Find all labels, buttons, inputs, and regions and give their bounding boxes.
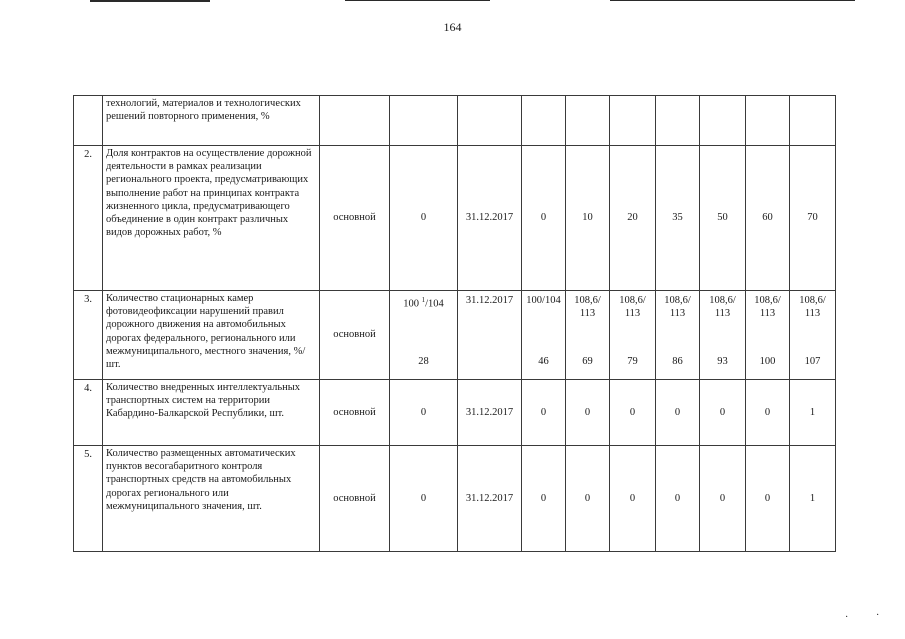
year-value bbox=[522, 96, 566, 146]
year-value bbox=[566, 96, 610, 146]
indicator-type: основной bbox=[320, 146, 390, 291]
year-value: 108,6/ 113 69 bbox=[566, 291, 610, 380]
scan-artifact-line bbox=[610, 0, 855, 1]
page-number: 164 bbox=[443, 20, 462, 34]
indicator-type: основной bbox=[320, 380, 390, 446]
year-value: 0 bbox=[656, 446, 700, 552]
year-value: 0 bbox=[746, 380, 790, 446]
indicator-type: основной bbox=[320, 291, 390, 380]
row-number: 4. bbox=[74, 380, 103, 446]
year-value: 100/104 46 bbox=[522, 291, 566, 380]
base-value bbox=[390, 96, 458, 146]
row-number: 5. bbox=[74, 446, 103, 552]
year-value bbox=[700, 96, 746, 146]
indicator-description: Доля контрактов на осуществление дорожной деятельности в рамках реализации регионального проекта, предусматривающих выполнение работ на принципах контракта жизненного цикла, предусматривающего объединение в один контракт различных видов дорожных работ, % bbox=[103, 146, 320, 291]
year-value: 0 bbox=[700, 380, 746, 446]
indicator-description: Количество внедренных интеллектуальных транспортных систем на территории Кабардино-Балкарской Республики, шт. bbox=[103, 380, 320, 446]
year-value: 0 bbox=[566, 380, 610, 446]
year-value bbox=[656, 96, 700, 146]
year-value: 0 bbox=[522, 146, 566, 291]
year-value: 0 bbox=[700, 446, 746, 552]
base-value: 0 bbox=[390, 446, 458, 552]
base-value bbox=[390, 291, 458, 380]
table-row bbox=[74, 446, 836, 552]
indicator-description: Количество стационарных камер фотовидеофиксации нарушений правил дорожного движения на автомобильных дорогах федерального, регионального или межмуниципального, местного значения, %/шт. bbox=[103, 291, 320, 380]
year-value bbox=[746, 96, 790, 146]
base-value: 0 bbox=[390, 380, 458, 446]
base-date bbox=[458, 96, 522, 146]
row-number bbox=[74, 96, 103, 146]
indicators-table bbox=[73, 95, 836, 552]
year-value bbox=[610, 96, 656, 146]
year-value bbox=[790, 96, 836, 146]
year-value: 0 bbox=[610, 446, 656, 552]
base-date: 31.12.2017 bbox=[458, 446, 522, 552]
table-row bbox=[74, 380, 836, 446]
table-row bbox=[74, 96, 836, 146]
scan-artifact-mark: · bbox=[845, 612, 849, 623]
table-row bbox=[74, 291, 836, 380]
row-number: 2. bbox=[74, 146, 103, 291]
year-value: 108,6/ 113 93 bbox=[700, 291, 746, 380]
year-value: 50 bbox=[700, 146, 746, 291]
year-value: 0 bbox=[746, 446, 790, 552]
scan-artifact-mark: · bbox=[876, 610, 880, 621]
year-value: 0 bbox=[656, 380, 700, 446]
scan-artifact-line bbox=[90, 0, 210, 2]
row-number: 3. bbox=[74, 291, 103, 380]
indicator-description: технологий, материалов и технологических решений повторного применения, % bbox=[103, 96, 320, 146]
base-date: 31.12.2017 bbox=[458, 380, 522, 446]
base-value-bottom: 28 bbox=[418, 355, 429, 367]
year-value: 108,6/ 113 100 bbox=[746, 291, 790, 380]
year-value: 1 bbox=[790, 380, 836, 446]
year-value: 0 bbox=[566, 446, 610, 552]
year-value: 35 bbox=[656, 146, 700, 291]
indicator-type bbox=[320, 96, 390, 146]
year-value: 10 bbox=[566, 146, 610, 291]
indicator-description: Количество размещенных автоматических пунктов весогабаритного контроля транспортных средств на автомобильных дорогах регионального или межмуниципального значения, шт. bbox=[103, 446, 320, 552]
year-value: 0 bbox=[522, 446, 566, 552]
year-value: 108,6/ 113 86 bbox=[656, 291, 700, 380]
base-value: 0 bbox=[390, 146, 458, 291]
year-value: 20 bbox=[610, 146, 656, 291]
year-value: 60 bbox=[746, 146, 790, 291]
scan-artifact-line bbox=[345, 0, 490, 1]
year-value: 108,6/ 113 79 bbox=[610, 291, 656, 380]
year-value: 70 bbox=[790, 146, 836, 291]
year-value: 0 bbox=[522, 380, 566, 446]
table-row bbox=[74, 146, 836, 291]
base-date: 31.12.2017 bbox=[458, 291, 522, 380]
year-value: 108,6/ 113 107 bbox=[790, 291, 836, 380]
year-value: 1 bbox=[790, 446, 836, 552]
base-date: 31.12.2017 bbox=[458, 146, 522, 291]
year-value: 0 bbox=[610, 380, 656, 446]
base-value-top: 100 $^1$/104 bbox=[403, 296, 444, 310]
indicator-type: основной bbox=[320, 446, 390, 552]
